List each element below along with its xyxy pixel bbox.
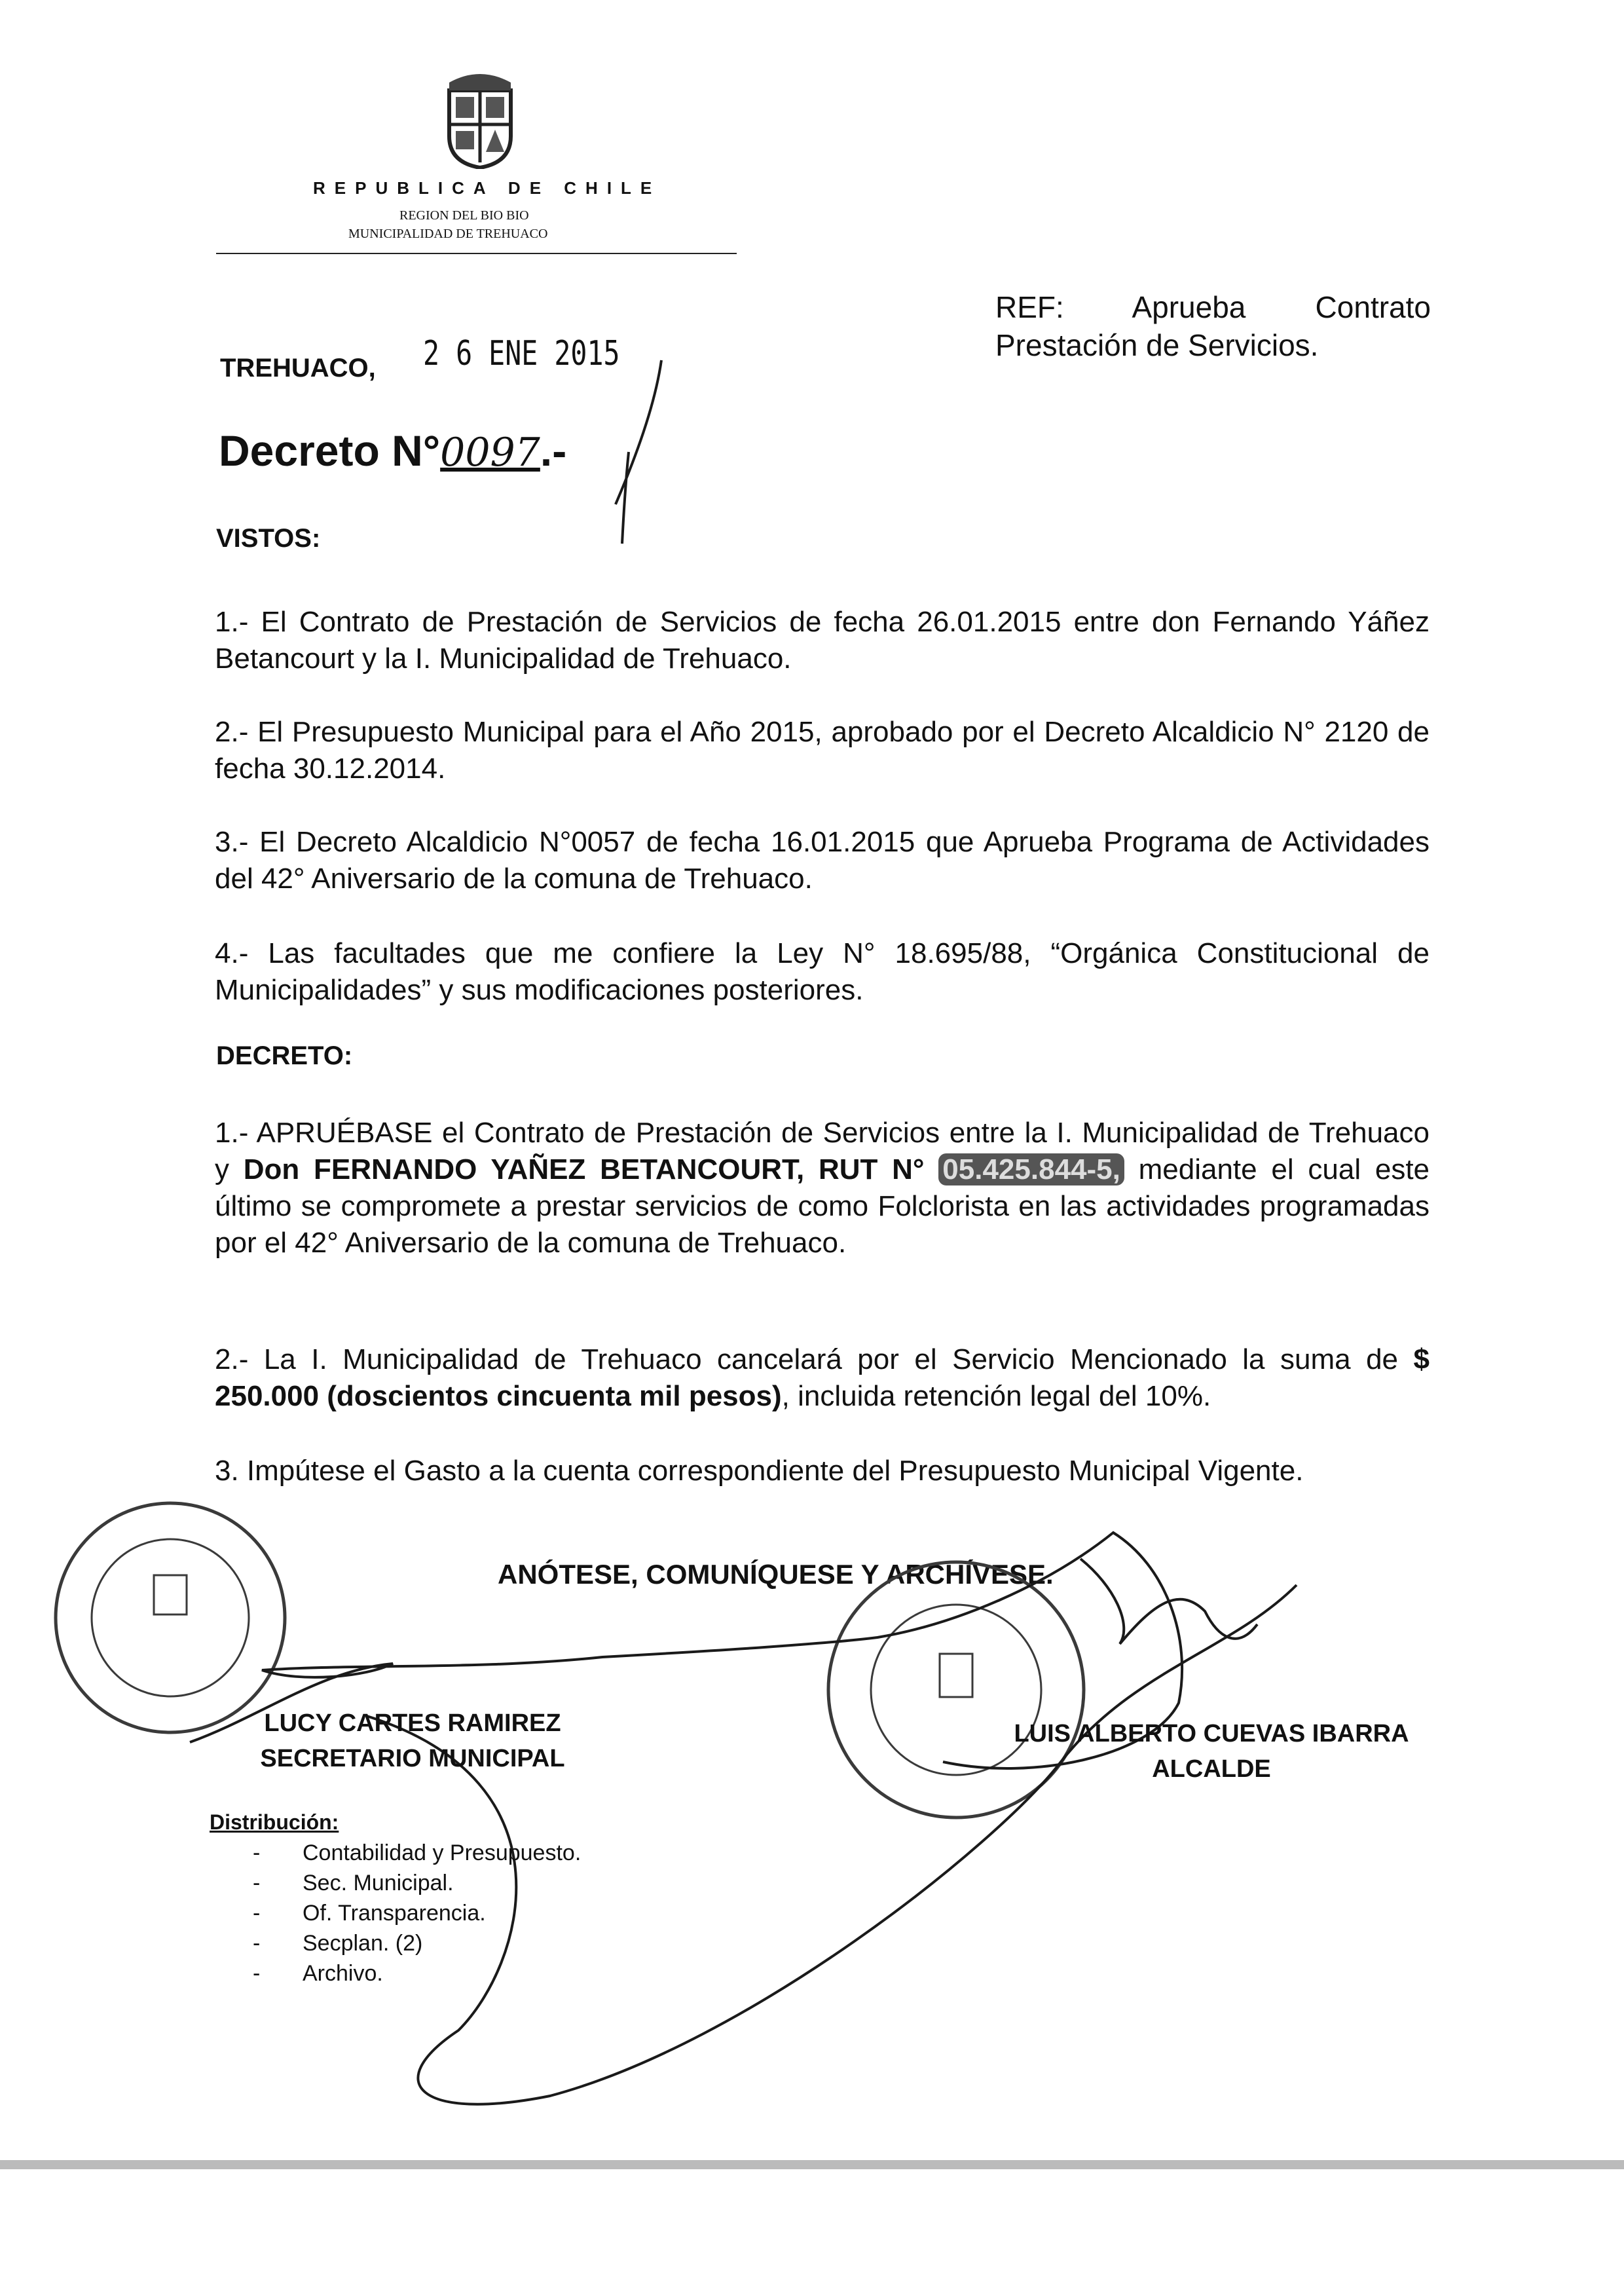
vistos-heading: VISTOS: [216,524,321,553]
mayor-signature-block [982,1716,1441,1787]
redacted-rut: 05.425.844-5, [938,1153,1124,1185]
contractor-name: Don FERNANDO YAÑEZ BETANCOURT, RUT N° [243,1153,925,1185]
mayor-name: LUIS ALBERTO CUEVAS IBARRA [1014,1720,1409,1747]
vistos-item-4: 4.- Las facultades que me confiere la Ley N° 18.695/88, “Orgánica Constitucional de Municipalidades” y sus modificaciones posteriores. [215,937,1430,1006]
vistos-item-2: 2.- El Presupuesto Municipal para el Año 2015, aprobado por el Decreto Alcaldicio N° 2120 de fecha 30.12.2014. [215,716,1430,785]
closing-formula: ANÓTESE, COMUNÍQUESE Y ARCHÍVESE. [498,1559,1054,1590]
decreto-item-3: 3. Impútese el Gasto a la cuenta correspondiente del Presupuesto Municipal Vigente. [215,1455,1304,1487]
vistos-item-3: 3.- El Decreto Alcaldicio N°0057 de fecha 16.01.2015 que Aprueba Programa de Actividades del 42° Aniversario de la comuna de Trehuaco. [215,826,1430,895]
scan-edge-shadow [0,2160,1624,2169]
decree-label: Decreto N° [219,426,441,475]
decree-suffix: .- [540,426,567,475]
distribution-item: - Sec. Municipal. [253,1868,581,1898]
place-label: TREHUACO, [220,354,376,382]
mayor-title: ALCALDE [1152,1755,1271,1783]
decreto-item-2-suffix: , incluida retención legal del 10%. [781,1380,1211,1412]
distribution-list [253,1838,581,1988]
region-heading: REGION DEL BIO BIO [399,208,529,223]
handwritten-signatures [183,1506,1349,2161]
decreto-item-1-suffix: mediante el cual este último se compromete a prestar servicios de como Folclorista en las actividades programadas por el 42° Aniversario de la comuna de Trehuaco. [215,1153,1430,1259]
payment-amount: $ 250.000 (doscientos cincuenta mil pesos) [215,1343,1430,1412]
distribution-item: - Of. Transparencia. [253,1898,581,1928]
reference-subject: REF: Aprueba Contrato Prestación de Servicios. [995,290,1431,362]
vistos-item-1: 1.- El Contrato de Prestación de Servicios de fecha 26.01.2015 entre don Fernando Yáñez Betancourt y la I. Municipalidad de Trehuaco. [215,606,1430,675]
distribution-item: - Secplan. (2) [253,1928,581,1958]
decreto-item-1 [215,1115,1430,1261]
handwritten-slash-mark [589,354,681,550]
decree-number-line [219,426,566,476]
decreto-item-1-prefix: 1.- APRUÉBASE el Contrato de Prestación de Servicios entre la I. Municipalidad de Trehuaco y [215,1117,1430,1185]
decreto-heading: DECRETO: [216,1041,353,1070]
distribution-title: Distribución: [210,1810,339,1834]
secretary-signature-block [216,1706,609,1776]
municipality-heading: MUNICIPALIDAD DE TREHUACO [348,227,548,241]
date-stamp: 2 6 ENE 2015 [423,334,620,373]
decreto-item-2-prefix: 2.- La I. Municipalidad de Trehuaco cancelará por el Servicio Mencionado la suma de [215,1343,1399,1375]
secretary-title: SECRETARIO MUNICIPAL [260,1745,565,1772]
decree-number: 0097 [440,430,540,476]
header-divider [216,253,737,254]
country-heading: REPUBLICA DE CHILE [313,178,661,198]
decreto-item-2 [215,1341,1430,1415]
secretary-name: LUCY CARTES RAMIREZ [264,1709,561,1737]
coat-of-arms-emblem [440,71,520,169]
distribution-item: - Contabilidad y Presupuesto. [253,1838,581,1868]
distribution-item: - Archivo. [253,1958,581,1988]
